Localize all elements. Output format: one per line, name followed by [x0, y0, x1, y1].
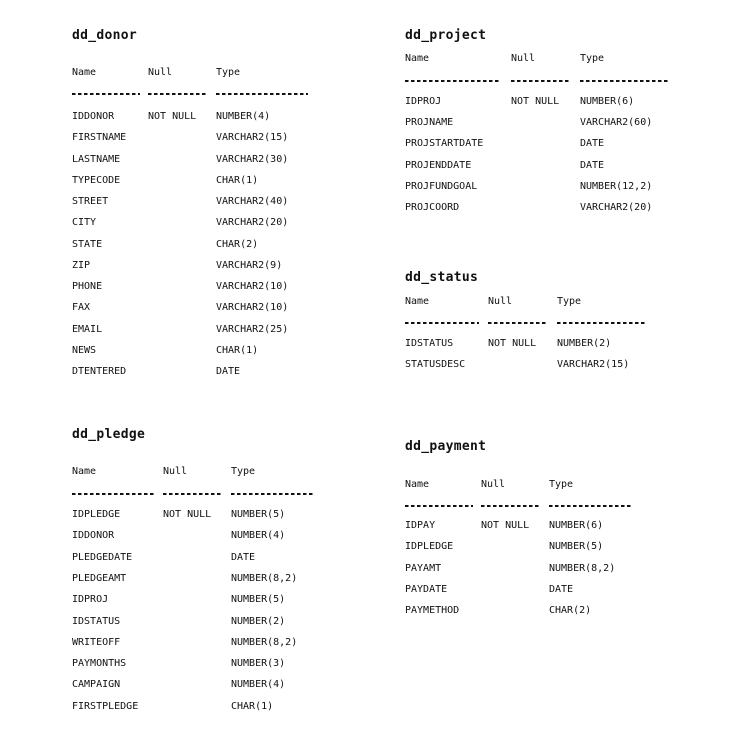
- column-name-cell: IDPLEDGE: [405, 541, 454, 553]
- data-type-cell: VARCHAR2(20): [216, 217, 289, 229]
- header-divider: [231, 493, 315, 495]
- header-divider: [72, 93, 140, 95]
- column-name-cell: STREET: [72, 196, 109, 207]
- column-header: Type: [549, 479, 574, 490]
- data-type-cell: VARCHAR2(15): [557, 359, 630, 371]
- column-name-cell: IDPROJ: [405, 96, 442, 107]
- column-header: Name: [72, 466, 97, 477]
- header-divider: [148, 93, 208, 95]
- data-type-cell: DATE: [231, 551, 256, 563]
- data-type-cell: DATE: [580, 138, 605, 150]
- null-constraint-cell: NOT NULL: [488, 338, 537, 349]
- data-type-cell: VARCHAR2(40): [216, 196, 289, 207]
- data-type-cell: NUMBER(8,2): [231, 572, 298, 584]
- data-type-cell: CHAR(2): [549, 605, 592, 617]
- data-type-cell: DATE: [580, 159, 605, 171]
- data-type-cell: VARCHAR2(20): [580, 202, 653, 213]
- column-header: Type: [216, 67, 241, 78]
- column-name-cell: IDPAY: [405, 520, 436, 531]
- data-type-cell: NUMBER(12,2): [580, 180, 653, 192]
- column-name-cell: DTENTERED: [72, 366, 127, 377]
- column-name-cell: IDDONOR: [72, 111, 115, 122]
- column-name-cell: IDDONOR: [72, 530, 115, 542]
- column-name-cell: STATE: [72, 238, 103, 250]
- data-type-cell: NUMBER(8,2): [549, 562, 616, 574]
- null-constraint-cell: NOT NULL: [481, 520, 530, 531]
- column-header: Name: [405, 479, 430, 490]
- data-type-cell: VARCHAR2(15): [216, 132, 289, 144]
- header-divider: [405, 505, 473, 507]
- data-type-cell: CHAR(1): [231, 700, 274, 712]
- data-type-cell: VARCHAR2(10): [216, 302, 289, 314]
- table-title: dd_payment: [405, 439, 487, 454]
- column-name-cell: LASTNAME: [72, 153, 121, 165]
- data-type-cell: NUMBER(4): [216, 111, 271, 122]
- column-name-cell: IDSTATUS: [72, 615, 121, 627]
- column-header: Name: [72, 67, 97, 78]
- column-name-cell: FIRSTNAME: [72, 132, 127, 144]
- column-header: Null: [488, 296, 513, 307]
- column-header: Name: [405, 296, 430, 307]
- header-divider: [580, 80, 670, 82]
- header-divider: [481, 505, 541, 507]
- column-name-cell: CITY: [72, 217, 97, 229]
- column-name-cell: IDPLEDGE: [72, 509, 121, 520]
- data-type-cell: VARCHAR2(10): [216, 281, 289, 292]
- column-name-cell: CAMPAIGN: [72, 679, 121, 691]
- table-title: dd_status: [405, 270, 479, 285]
- column-name-cell: PROJCOORD: [405, 202, 460, 213]
- column-name-cell: PLEDGEDATE: [72, 551, 133, 563]
- header-divider: [549, 505, 631, 507]
- data-type-cell: CHAR(1): [216, 344, 259, 356]
- column-name-cell: PROJNAME: [405, 117, 454, 129]
- data-type-cell: NUMBER(5): [549, 541, 604, 553]
- column-name-cell: PAYAMT: [405, 562, 442, 574]
- column-header: Null: [511, 53, 536, 64]
- column-name-cell: WRITEOFF: [72, 636, 121, 648]
- column-name-cell: IDSTATUS: [405, 338, 454, 349]
- column-name-cell: PAYMONTHS: [72, 658, 127, 670]
- column-name-cell: ZIP: [72, 259, 91, 271]
- data-type-cell: NUMBER(4): [231, 530, 286, 542]
- column-name-cell: TYPECODE: [72, 174, 121, 186]
- data-type-cell: NUMBER(6): [580, 96, 635, 107]
- data-type-cell: NUMBER(5): [231, 509, 286, 520]
- column-name-cell: PAYDATE: [405, 583, 448, 595]
- null-constraint-cell: NOT NULL: [148, 111, 197, 122]
- table-title: dd_pledge: [72, 427, 146, 442]
- header-divider: [405, 322, 479, 324]
- column-name-cell: EMAIL: [72, 323, 103, 335]
- data-type-cell: NUMBER(8,2): [231, 636, 298, 648]
- column-name-cell: PLEDGEAMT: [72, 572, 127, 584]
- table-title: dd_project: [405, 28, 487, 43]
- column-name-cell: PROJSTARTDATE: [405, 138, 484, 150]
- header-divider: [557, 322, 647, 324]
- header-divider: [405, 80, 501, 82]
- header-divider: [511, 80, 569, 82]
- column-name-cell: FIRSTPLEDGE: [72, 700, 139, 712]
- column-header: Type: [557, 296, 582, 307]
- column-name-cell: PROJFUNDGOAL: [405, 180, 478, 192]
- data-type-cell: DATE: [549, 583, 574, 595]
- header-divider: [163, 493, 223, 495]
- column-name-cell: PAYMETHOD: [405, 605, 460, 617]
- header-divider: [216, 93, 308, 95]
- data-type-cell: NUMBER(4): [231, 679, 286, 691]
- data-type-cell: CHAR(1): [216, 174, 259, 186]
- data-type-cell: VARCHAR2(25): [216, 323, 289, 335]
- data-type-cell: NUMBER(6): [549, 520, 604, 531]
- column-name-cell: FAX: [72, 302, 91, 314]
- header-divider: [72, 493, 154, 495]
- column-header: Type: [231, 466, 256, 477]
- column-name-cell: IDPROJ: [72, 594, 109, 606]
- column-header: Name: [405, 53, 430, 64]
- data-type-cell: NUMBER(2): [231, 615, 286, 627]
- header-divider: [488, 322, 546, 324]
- data-type-cell: NUMBER(5): [231, 594, 286, 606]
- data-type-cell: NUMBER(2): [557, 338, 612, 349]
- column-header: Null: [481, 479, 506, 490]
- column-header: Null: [163, 466, 188, 477]
- null-constraint-cell: NOT NULL: [511, 96, 560, 107]
- table-title: dd_donor: [72, 28, 138, 43]
- data-type-cell: VARCHAR2(30): [216, 153, 289, 165]
- column-header: Null: [148, 67, 173, 78]
- column-name-cell: PHONE: [72, 281, 103, 292]
- data-type-cell: NUMBER(3): [231, 658, 286, 670]
- data-type-cell: CHAR(2): [216, 238, 259, 250]
- column-name-cell: PROJENDDATE: [405, 159, 472, 171]
- data-type-cell: VARCHAR2(60): [580, 117, 653, 129]
- column-name-cell: STATUSDESC: [405, 359, 466, 371]
- data-type-cell: DATE: [216, 366, 241, 377]
- null-constraint-cell: NOT NULL: [163, 509, 212, 520]
- column-name-cell: NEWS: [72, 344, 97, 356]
- data-type-cell: VARCHAR2(9): [216, 259, 283, 271]
- column-header: Type: [580, 53, 605, 64]
